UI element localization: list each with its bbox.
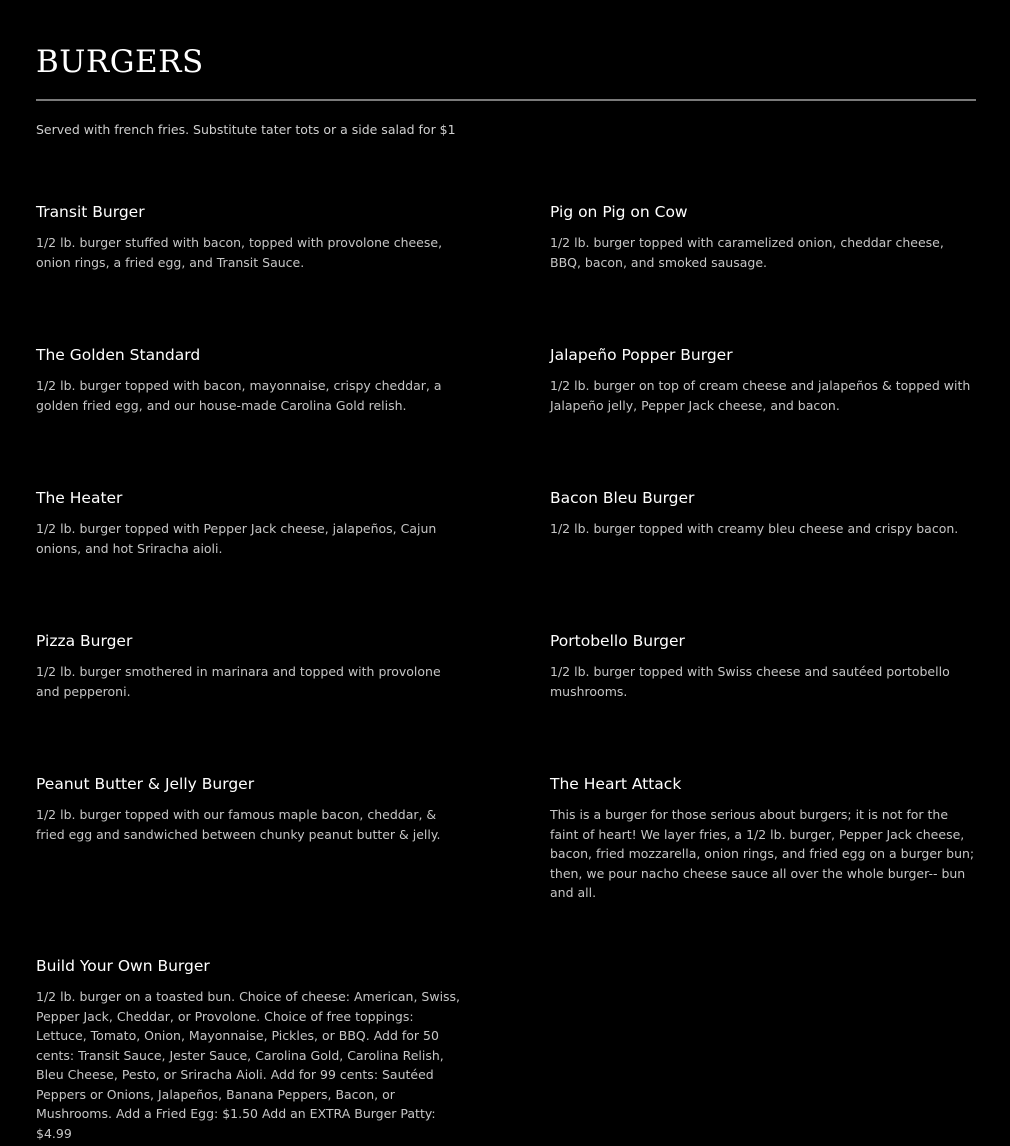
menu-item-description: 1/2 lb. burger topped with Swiss cheese and sautéed portobello mushrooms.: [550, 664, 950, 699]
menu-item-pizza-burger: [36, 630, 464, 701]
menu-item-the-heart-attack: [550, 773, 976, 903]
menu-item-pig-on-pig-on-cow: [550, 201, 976, 272]
menu-item-peanut-butter-jelly-burger: [36, 773, 464, 844]
menu-item-name: Peanut Butter & Jelly Burger: [36, 775, 255, 793]
menu-item-description: 1/2 lb. burger topped with our famous maple bacon, cheddar, & fried egg and sandwiched between chunky peanut butter & jelly.: [36, 807, 441, 842]
section-subtitle: Served with french fries. Substitute tater tots or a side salad for $1: [36, 122, 456, 137]
menu-item-jalapeno-popper-burger: [550, 344, 976, 415]
menu-item-description: 1/2 lb. burger stuffed with bacon, topped with provolone cheese, onion rings, a fried egg, and Transit Sauce.: [36, 235, 443, 270]
menu-item-the-heater: [36, 487, 464, 558]
menu-item-name: Pizza Burger: [36, 632, 133, 650]
menu-item-description: 1/2 lb. burger topped with bacon, mayonnaise, crispy cheddar, a golden fried egg, and our house-made Carolina Gold relish.: [36, 378, 442, 413]
menu-item-name: Build Your Own Burger: [36, 957, 210, 975]
menu-item-name: Pig on Pig on Cow: [550, 203, 688, 221]
menu-item-bacon-bleu-burger: [550, 487, 976, 539]
menu-item-name: The Heart Attack: [550, 775, 682, 793]
menu-item-description: 1/2 lb. burger on top of cream cheese and jalapeños & topped with Jalapeño jelly, Pepper Jack cheese, and bacon.: [550, 378, 971, 413]
menu-item-name: The Heater: [36, 489, 123, 507]
section-divider: [36, 99, 976, 101]
menu-item-the-golden-standard: [36, 344, 464, 415]
menu-item-name: Bacon Bleu Burger: [550, 489, 695, 507]
menu-item-name: Jalapeño Popper Burger: [550, 346, 733, 364]
menu-item-name: Transit Burger: [36, 203, 145, 221]
menu-item-description: 1/2 lb. burger topped with creamy bleu cheese and crispy bacon.: [550, 521, 959, 536]
menu-item-transit-burger: [36, 201, 464, 272]
menu-item-portobello-burger: [550, 630, 976, 701]
section-title: BURGERS: [36, 44, 204, 80]
menu-item-name: Portobello Burger: [550, 632, 685, 650]
menu-item-description: This is a burger for those serious about burgers; it is not for the faint of heart! We layer fries, a 1/2 lb. burger, Pepper Jack cheese, bacon, fried mozzarella, onion rings, and fried egg on a burger bun; then, we pour nacho cheese sauce all over the whole burger-- bun and all.: [550, 807, 975, 900]
menu-item-description: 1/2 lb. burger topped with Pepper Jack cheese, jalapeños, Cajun onions, and hot Sriracha aioli.: [36, 521, 437, 556]
menu-item-description: 1/2 lb. burger on a toasted bun. Choice of cheese: American, Swiss, Pepper Jack, Cheddar, or Provolone. Choice of free toppings: Lettuce, Tomato, Onion, Mayonnaise, Pickles, or BBQ. Add for 50 cents: Transit Sauce, Jester Sauce, Carolina Gold, Carolina Relish, Bleu Cheese, Pesto, or Sriracha Aioli. Add for 99 cents: Sautéed Peppers or Onions, Jalapeños, Banana Peppers, Bacon, or Mushrooms. Add a Fried Egg: $1.50 Add an EXTRA Burger Patty: $4.99: [36, 989, 461, 1141]
menu-item-name: The Golden Standard: [36, 346, 201, 364]
menu-item-build-your-own-burger: [36, 955, 464, 1143]
menu-item-description: 1/2 lb. burger smothered in marinara and topped with provolone and pepperoni.: [36, 664, 441, 699]
menu-item-description: 1/2 lb. burger topped with caramelized onion, cheddar cheese, BBQ, bacon, and smoked sausage.: [550, 235, 944, 270]
